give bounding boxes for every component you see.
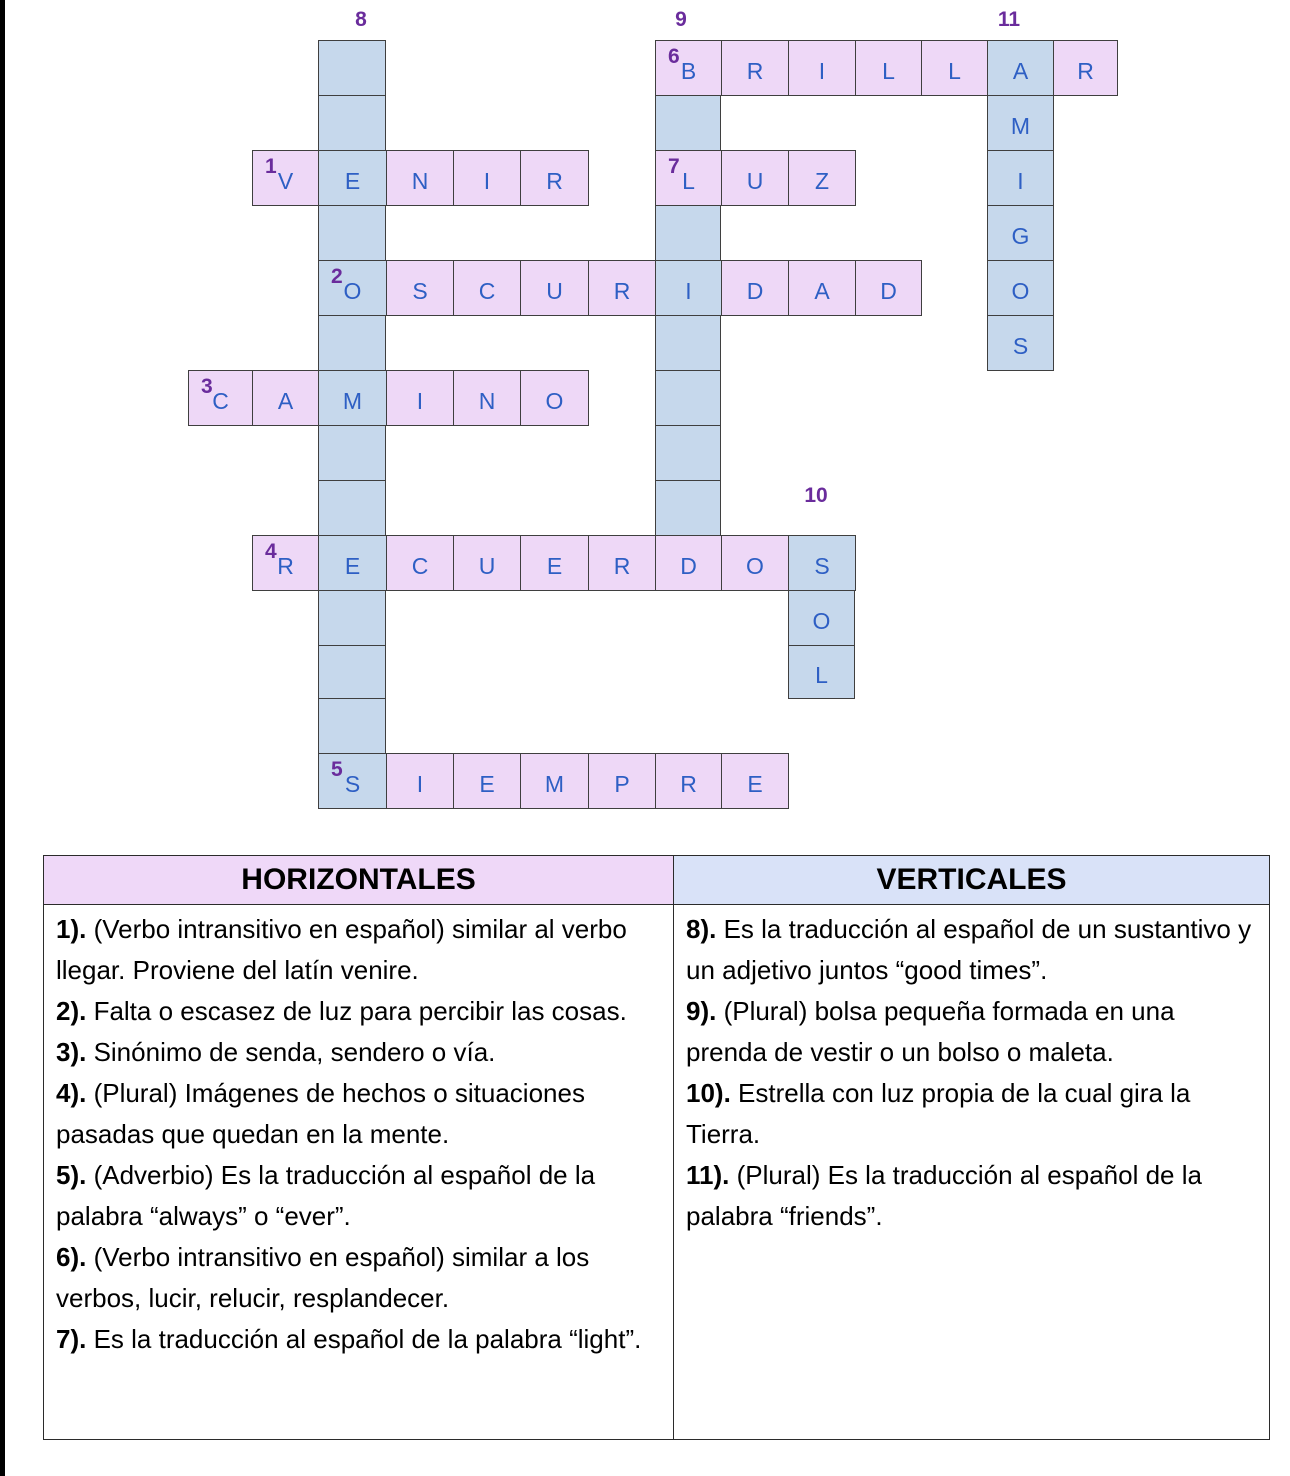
crossword-cell[interactable] bbox=[1053, 40, 1118, 96]
crossword-cell[interactable] bbox=[453, 370, 521, 426]
cell-letter: R bbox=[613, 277, 631, 304]
clue-label: 11). bbox=[686, 1160, 730, 1190]
crossword-cell[interactable] bbox=[655, 753, 722, 809]
cell-letter: L bbox=[948, 57, 961, 84]
cell-letter: R bbox=[680, 770, 697, 797]
crossword-cell[interactable] bbox=[453, 150, 521, 206]
cell-letter: G bbox=[1011, 222, 1030, 249]
cell-letter: R bbox=[746, 57, 764, 84]
crossword-cell[interactable] bbox=[318, 590, 386, 646]
crossword-cell[interactable] bbox=[520, 150, 589, 206]
verticales-header: VERTICALES bbox=[674, 856, 1270, 905]
crossword-cell[interactable] bbox=[788, 150, 856, 206]
cell-letter: S bbox=[412, 277, 428, 304]
cell-letter: L bbox=[882, 57, 895, 84]
crossword-cell[interactable] bbox=[318, 205, 386, 261]
cell-letter: O bbox=[545, 387, 564, 414]
crossword-cell[interactable] bbox=[655, 205, 721, 261]
crossword-cell[interactable] bbox=[721, 40, 789, 96]
cell-letter: C bbox=[212, 387, 229, 414]
clue-text: (Plural) bolsa pequeña formada en una prenda de vestir o un bolso o maleta. bbox=[686, 996, 1175, 1067]
cell-letter: I bbox=[483, 167, 491, 194]
cell-letter: R bbox=[277, 552, 294, 579]
crossword-cell[interactable] bbox=[987, 315, 1054, 371]
clue-item bbox=[56, 1032, 663, 1073]
clue-label: 10). bbox=[686, 1078, 731, 1108]
clue-item bbox=[56, 1073, 663, 1155]
crossword-cell[interactable] bbox=[386, 535, 454, 591]
cell-letter: L bbox=[682, 167, 695, 194]
crossword-cell[interactable] bbox=[520, 260, 589, 316]
cell-letter: E bbox=[747, 770, 763, 797]
clue-text: Es la traducción al español de la palabra “light”. bbox=[86, 1324, 642, 1354]
column-number: 10 bbox=[804, 484, 828, 507]
crossword-cell[interactable] bbox=[453, 260, 521, 316]
crossword-cell[interactable] bbox=[721, 753, 789, 809]
cell-letter: I bbox=[1017, 167, 1024, 194]
clue-item bbox=[686, 1155, 1259, 1237]
crossword-cell[interactable] bbox=[655, 95, 721, 151]
crossword-cell[interactable] bbox=[987, 205, 1054, 261]
crossword-cell[interactable] bbox=[318, 698, 386, 754]
clue-label: 4). bbox=[56, 1078, 87, 1108]
cell-letter: U bbox=[478, 552, 496, 579]
clue-item bbox=[56, 1155, 663, 1237]
cell-letter: S bbox=[1012, 332, 1029, 359]
crossword-cell[interactable] bbox=[788, 260, 856, 316]
crossword-cell[interactable] bbox=[588, 753, 656, 809]
cell-letter: A bbox=[814, 277, 830, 304]
crossword-cell[interactable] bbox=[318, 95, 386, 151]
crossword-cell[interactable] bbox=[788, 590, 855, 646]
crossword-cell[interactable] bbox=[588, 535, 656, 591]
clue-label: 9). bbox=[686, 996, 717, 1026]
clue-label: 7). bbox=[56, 1324, 87, 1354]
crossword-cell[interactable] bbox=[655, 480, 721, 536]
clue-number: 7 bbox=[668, 155, 680, 178]
clue-text: (Adverbio) Es la traducción al español de la palabra “always” o “ever”. bbox=[56, 1160, 596, 1231]
clue-text: Falta o escasez de luz para percibir las cosas. bbox=[86, 996, 627, 1026]
crossword-cell[interactable] bbox=[386, 260, 454, 316]
cell-letter: D bbox=[880, 277, 897, 304]
clue-text: Sinónimo de senda, sendero o vía. bbox=[86, 1037, 496, 1067]
crossword-cell[interactable] bbox=[318, 315, 386, 371]
clue-number: 1 bbox=[265, 155, 277, 178]
cell-letter: N bbox=[478, 387, 496, 414]
crossword-cell[interactable] bbox=[386, 753, 454, 809]
crossword-cell[interactable] bbox=[987, 40, 1054, 96]
clue-number: 4 bbox=[265, 540, 277, 563]
clue-item bbox=[56, 1319, 663, 1360]
cell-letter: O bbox=[812, 607, 831, 634]
cell-letter: N bbox=[411, 167, 429, 194]
crossword-cell[interactable] bbox=[318, 425, 386, 481]
clue-text: Estrella con luz propia de la cual gira la Tierra. bbox=[686, 1078, 1191, 1149]
column-number: 11 bbox=[997, 8, 1021, 31]
cell-letter: S bbox=[344, 770, 361, 797]
cell-letter: Z bbox=[814, 167, 830, 194]
cell-letter: R bbox=[1077, 57, 1094, 84]
clues-table bbox=[43, 855, 1270, 1440]
cell-letter: R bbox=[546, 167, 563, 194]
crossword-cell[interactable] bbox=[318, 480, 386, 536]
crossword-cell[interactable] bbox=[318, 150, 387, 206]
crossword-cell[interactable] bbox=[188, 370, 253, 426]
crossword-cell[interactable] bbox=[318, 40, 386, 96]
clue-label: 5). bbox=[56, 1160, 87, 1190]
crossword-cell[interactable] bbox=[788, 535, 856, 591]
cell-letter: A bbox=[1012, 57, 1029, 84]
vertical-clues bbox=[674, 905, 1270, 1440]
cell-letter: O bbox=[1011, 277, 1030, 304]
cell-letter: O bbox=[746, 552, 764, 579]
crossword-cell[interactable] bbox=[855, 260, 922, 316]
clue-label: 8). bbox=[686, 914, 717, 944]
clue-text: (Verbo intransitivo en español) similar al verbo llegar. Proviene del latín venire. bbox=[56, 914, 627, 985]
crossword-cell[interactable] bbox=[987, 150, 1054, 206]
crossword-cell[interactable] bbox=[386, 150, 454, 206]
clue-text: (Verbo intransitivo en español) similar a los verbos, lucir, relucir, resplandecer. bbox=[56, 1242, 590, 1313]
crossword-cell[interactable] bbox=[921, 40, 988, 96]
cell-letter: O bbox=[343, 277, 362, 304]
cell-letter: C bbox=[411, 552, 429, 579]
crossword-cell[interactable] bbox=[655, 40, 722, 96]
cell-letter: E bbox=[344, 167, 361, 194]
cell-letter: I bbox=[416, 387, 424, 414]
cell-letter: E bbox=[344, 552, 361, 579]
horizontal-clues bbox=[44, 905, 674, 1440]
cell-letter: E bbox=[546, 552, 563, 579]
crossword-cell[interactable] bbox=[987, 95, 1054, 151]
crossword-cell[interactable] bbox=[318, 370, 387, 426]
crossword-cell[interactable] bbox=[252, 535, 319, 591]
clue-text: Es la traducción al español de un sustantivo y un adjetivo juntos “good times”. bbox=[686, 914, 1252, 985]
cell-letter: I bbox=[416, 770, 424, 797]
clue-number: 2 bbox=[331, 265, 343, 288]
clue-label: 2). bbox=[56, 996, 87, 1026]
cell-letter: M bbox=[342, 387, 363, 414]
cell-letter: A bbox=[277, 387, 294, 414]
cell-letter: D bbox=[680, 552, 697, 579]
crossword-cell[interactable] bbox=[252, 370, 319, 426]
crossword-cell[interactable] bbox=[655, 370, 721, 426]
cell-letter: E bbox=[479, 770, 495, 797]
crossword-cell[interactable] bbox=[721, 535, 789, 591]
cell-letter: R bbox=[613, 552, 631, 579]
cell-letter: C bbox=[478, 277, 496, 304]
clue-label: 3). bbox=[56, 1037, 87, 1067]
crossword-cell[interactable] bbox=[788, 645, 855, 699]
crossword-cell[interactable] bbox=[520, 753, 589, 809]
cell-letter: I bbox=[685, 277, 692, 304]
crossword-cell[interactable] bbox=[520, 535, 589, 591]
cell-letter: I bbox=[818, 57, 826, 84]
clue-item bbox=[686, 991, 1259, 1073]
cell-letter: P bbox=[614, 770, 630, 797]
clue-number: 5 bbox=[331, 758, 343, 781]
crossword-cell[interactable] bbox=[855, 40, 922, 96]
column-number: 8 bbox=[355, 8, 367, 31]
cell-letter: M bbox=[544, 770, 565, 797]
column-number: 9 bbox=[675, 8, 687, 31]
crossword-cell[interactable] bbox=[520, 370, 589, 426]
cell-letter: S bbox=[814, 552, 830, 579]
cell-letter: B bbox=[680, 57, 697, 84]
clue-text: (Plural) Es la traducción al español de la palabra “friends”. bbox=[686, 1160, 1202, 1231]
cell-letter: D bbox=[746, 277, 764, 304]
crossword-cell[interactable] bbox=[318, 753, 387, 809]
crossword-cell[interactable] bbox=[655, 260, 722, 316]
cell-letter: V bbox=[277, 167, 294, 194]
clue-number: 6 bbox=[668, 45, 680, 68]
crossword-cell[interactable] bbox=[453, 753, 521, 809]
cell-letter: U bbox=[746, 167, 764, 194]
crossword-cell[interactable] bbox=[588, 260, 656, 316]
crossword-cell[interactable] bbox=[655, 150, 722, 206]
crossword-cell[interactable] bbox=[655, 425, 721, 481]
cell-letter: U bbox=[546, 277, 563, 304]
crossword-cell[interactable] bbox=[721, 150, 789, 206]
horizontales-header: HORIZONTALES bbox=[44, 856, 674, 905]
crossword-cell[interactable] bbox=[318, 535, 387, 591]
clue-number: 3 bbox=[201, 375, 213, 398]
crossword-cell[interactable] bbox=[453, 535, 521, 591]
crossword-cell[interactable] bbox=[788, 40, 856, 96]
cell-letter: M bbox=[1010, 112, 1031, 139]
clue-item bbox=[56, 991, 663, 1032]
clue-item bbox=[686, 909, 1259, 991]
crossword-cell[interactable] bbox=[386, 370, 454, 426]
crossword-cell[interactable] bbox=[655, 315, 721, 371]
crossword-cell[interactable] bbox=[655, 535, 722, 591]
clue-item bbox=[56, 1237, 663, 1319]
cell-letter: L bbox=[815, 661, 828, 688]
clue-item bbox=[56, 909, 663, 991]
clue-label: 1). bbox=[56, 914, 87, 944]
clue-text: (Plural) Imágenes de hechos o situaciones pasadas que quedan en la mente. bbox=[56, 1078, 585, 1149]
crossword-cell[interactable] bbox=[987, 260, 1054, 316]
crossword-cell[interactable] bbox=[318, 260, 387, 316]
crossword-cell[interactable] bbox=[318, 645, 386, 699]
crossword-cell[interactable] bbox=[721, 260, 789, 316]
clue-item bbox=[686, 1073, 1259, 1155]
clue-label: 6). bbox=[56, 1242, 87, 1272]
crossword-cell[interactable] bbox=[252, 150, 319, 206]
